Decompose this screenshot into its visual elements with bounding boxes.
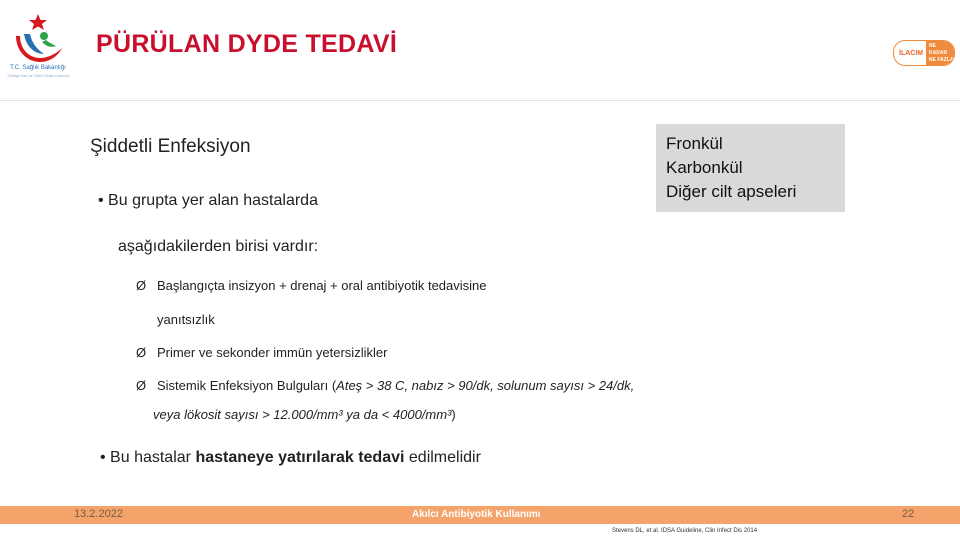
bullet-point: • Bu grupta yer alan hastalarda [98,192,318,209]
bullet-point-continuation: aşağıdakilerden birisi vardır: [118,238,319,255]
sub-bullet-text: ) [451,407,456,422]
campaign-logo-badge [926,41,954,65]
campaign-logo [893,40,955,66]
sub-bullet [136,345,387,360]
ministry-logo-name: T.C. Sağlık Bakanlığı [10,65,66,71]
sub-bullet-text-italic: Ateş > 38 C, nabız > 90/dk, solunum sayısı > 24/dk, [336,378,635,393]
arrow-bullet-icon: Ø [136,345,147,360]
sub-bullet-text: Sistemik Enfeksiyon Bulguları ( [156,378,337,393]
section-subtitle: Şiddetli Enfeksiyon [90,136,251,157]
header-divider [0,100,960,101]
sub-bullet-continuation [153,407,456,422]
sub-bullet [136,278,487,293]
bullet-point [100,449,481,467]
ministry-logo-subtitle: Türkiye İlaç ve Tıbbi Cihaz Kurumu [6,73,70,78]
sub-bullet-continuation: yanıtsızlık [157,312,215,327]
arrow-bullet-icon: Ø [136,278,147,293]
page-number: 22 [902,508,915,520]
infobox-line: Karbonkül [666,158,743,177]
page-title: PÜRÜLAN DYDE TEDAVİ [96,30,398,58]
footer-date: 13.2.2022 [74,508,123,520]
sub-bullet-text-italic: veya lökosit sayısı > 12.000/mm³ ya da < 4000/mm³ [153,407,452,422]
footer-title: Akılcı Antibiyotik Kullanımı [412,509,541,520]
sub-bullet [136,378,634,393]
infobox-line: Fronkül [666,134,723,153]
sub-bullet-text: Primer ve sekonder immün yetersizlikler [156,345,388,360]
ministry-logo [4,8,72,88]
ministry-emblem-icon [4,8,72,66]
campaign-logo-badge-line1: NE KADAR [929,42,948,56]
bullet-text: • Bu hastalar [100,449,196,466]
campaign-logo-badge-line2: NE FAZLA [929,56,954,63]
campaign-logo-text: İLACIM [899,49,924,57]
bullet-text-bold: hastaneye yatırılarak tedavi [195,449,405,466]
infobox-line: Diğer cilt apseleri [666,182,797,201]
bullet-text: edilmelidir [404,449,481,466]
arrow-bullet-icon: Ø [136,378,147,393]
sub-bullet-text: Başlangıçta insizyon + drenaj + oral antibiyotik tedavisine [156,278,487,293]
infobox [656,124,845,212]
citation: Stevens DL, et al. IDSA Guideline, Clin Infect Dis 2014 [612,528,758,534]
